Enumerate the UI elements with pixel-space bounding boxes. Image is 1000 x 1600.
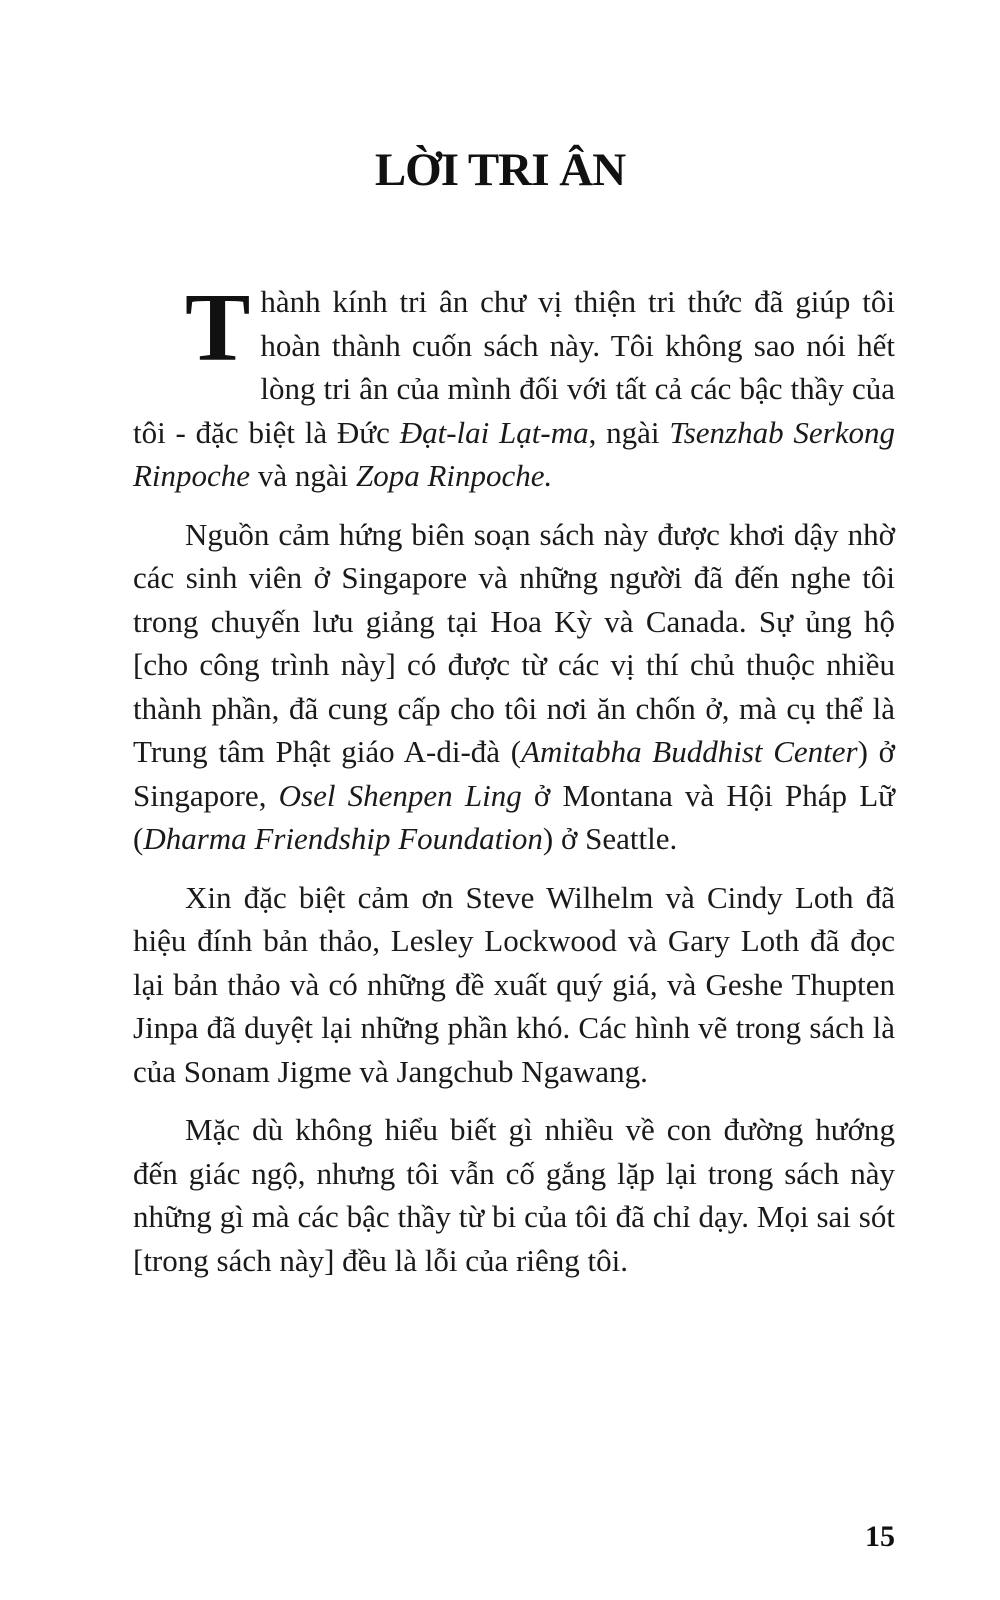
paragraph-2-italic-1: Amitabha Buddhist Center [521, 734, 858, 769]
paragraph-1 [133, 274, 896, 498]
paragraph-3 [133, 876, 895, 1094]
paragraph-2-italic-3: Dharma Friendship Foundation [143, 821, 543, 856]
paragraph-3-text-1: Xin đặc biệt cảm ơn Steve Wilhelm và Cindy Loth đã hiệu đính bản thảo, Lesley Lockwood và Gary Loth đã đọc lại bản thảo và có những đề xuất quý giá, và Geshe Thupten Jinpa đã duyệt lại những phần khó. Các hình vẽ trong sách là của Sonam Jigme và Jangchub Ngawang. [133, 879, 895, 1089]
acknowledgement-body [133, 274, 896, 1297]
paragraph-1-text-3: và ngài [250, 458, 356, 493]
paragraph-4 [133, 1108, 895, 1282]
paragraph-1-text-1: hành kính tri ân chư vị thiện tri thức đã giúp tôi hoàn thành cuốn sách này. Tôi không sao nói hết lòng tri ân của mình đối với tất cả các bậc thầy của tôi - đặc biệt là Đức [133, 284, 895, 450]
paragraph-2-text-2: ) ở Singapore, [133, 734, 895, 813]
paragraph-2-text-3: ở Montana và Hội Pháp Lữ ( [133, 777, 895, 856]
paragraph-1-text-2: , ngài [588, 414, 670, 450]
paragraph-2-text-4: ) ở Seattle. [542, 821, 678, 856]
paragraph-1-italic-2: Tsenzhab Serkong Rinpoche [133, 414, 896, 493]
page-number: 15 [865, 1520, 895, 1553]
page-title: LỜI TRI ÂN [374, 144, 626, 196]
paragraph-2 [133, 513, 895, 861]
drop-cap: T [185, 274, 251, 382]
paragraph-1-italic-3: Zopa Rinpoche. [355, 458, 553, 493]
paragraph-2-italic-2: Osel Shenpen Ling [278, 777, 522, 813]
paragraph-4-text-1: Mặc dù không hiểu biết gì nhiều về con đường hướng đến giác ngộ, nhưng tôi vẫn cố gắng lặp lại trong sách này những gì mà các bậc thầy từ bi của tôi đã chỉ dạy. Mọi sai sót [trong sách này] đều là lỗi của riêng tôi. [133, 1112, 895, 1278]
paragraph-2-text-1: Nguồn cảm hứng biên soạn sách này được khơi dậy nhờ các sinh viên ở Singapore và những người đã đến nghe tôi trong chuyến lưu giảng tại Hoa Kỳ và Canada. Sự ủng hộ [cho công trình này] có được từ các vị thí chủ thuộc nhiều thành phần, đã cung cấp cho tôi nơi ăn chốn ở, mà cụ thể là Trung tâm Phật giáo A-di-đà ( [133, 516, 895, 769]
paragraph-1-italic-1: Đạt-lai Lạt-ma [399, 414, 589, 450]
